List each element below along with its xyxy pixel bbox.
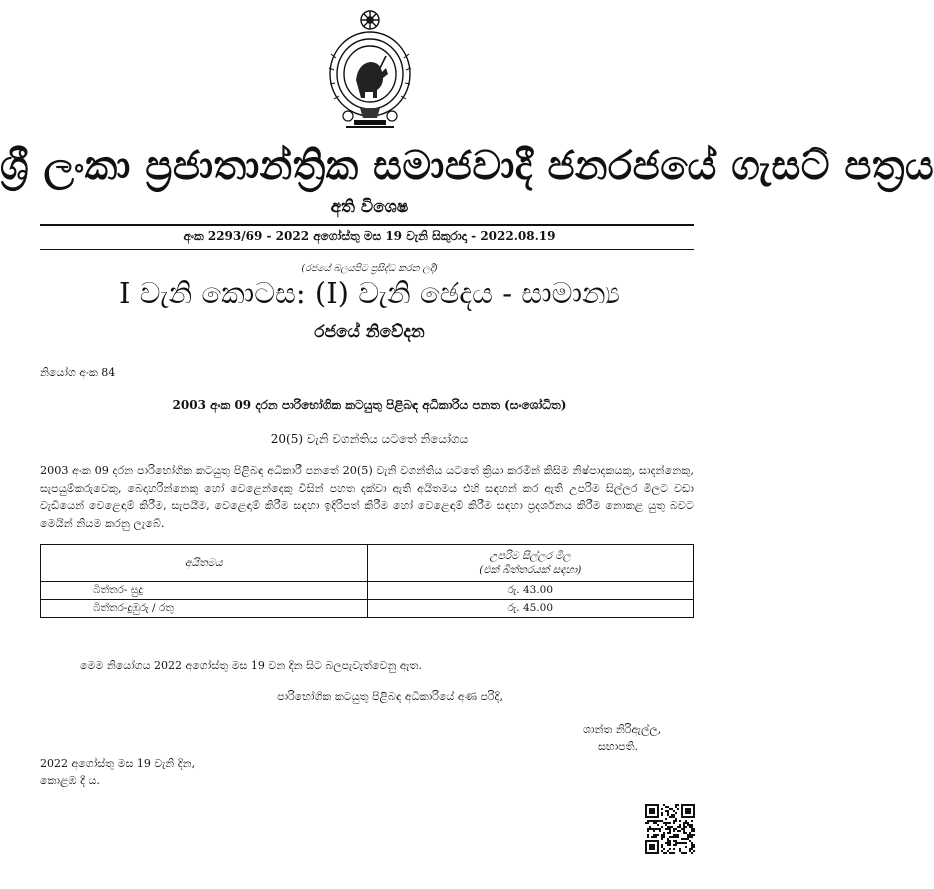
- act-title: 2003 අංක 09 දරන පාරිභෝගික කටයුතු පිළිබඳ අධිකාරිය පනත (සංශෝධිත): [172, 398, 567, 412]
- signatory-name: ශාන්ත නිරිඇල්ල,: [583, 723, 662, 736]
- state-emblem-icon: [326, 8, 414, 136]
- bottom-rule-divider: [40, 249, 694, 250]
- part-section-title: I වැනි කොටස: (I) වැනි ඡෙදය - සාමාන්‍ය: [118, 276, 620, 310]
- qr-code-icon: [645, 804, 695, 854]
- government-notices-heading: රජයේ නිවේදන: [314, 322, 425, 342]
- extraordinary-label: අති විශෙෂ: [330, 197, 409, 217]
- price-cell: රු. 43.00: [367, 582, 694, 600]
- issue-place-line: කොළඹ දී ය.: [40, 774, 100, 787]
- published-by-authority-note: (රජයේ බලයපිට ප්‍රසිද්ධ කරන ලදී): [301, 263, 438, 274]
- order-number: නියෝග අංක 84: [40, 366, 116, 379]
- issue-date-line: 2022 අගෝස්තු මස 19 වැනි දින,: [40, 757, 196, 770]
- price-header-subline: (එක් බිත්තරයක් සඳහා): [479, 564, 582, 576]
- price-header-line: උපරිම සිල්ලර මිල: [489, 550, 571, 562]
- section-reference: 20(5) වැනි වගන්තිය යටතේ නියෝගය: [270, 432, 469, 446]
- gazette-title: ශ්‍රී ලංකා ප්‍රජාතාන්ත්‍රික සමාජවාදී ජනරජයේ ගැසට් පත්‍රය: [0, 142, 934, 189]
- item-column-header: අයිතමය: [41, 545, 368, 582]
- table-row: [41, 600, 694, 618]
- top-rule-divider: [40, 224, 694, 226]
- price-column-header: [367, 545, 694, 582]
- signatory-title: සභාපති.: [598, 740, 639, 753]
- effective-date-line: මෙම නියෝගය 2022 අගෝස්තු මස 19 වන දින සිට බලපැවැත්වෙනු ඇත.: [80, 659, 422, 672]
- issue-number-line: අංක 2293/69 - 2022 අගෝස්තු මස 19 වැනි සිකුරාදා - 2022.08.19: [183, 229, 556, 243]
- item-cell: බිත්තර-දුඹුරු / රතු: [41, 600, 368, 618]
- maximum-retail-price-table: [40, 544, 694, 618]
- price-cell: රු. 45.00: [367, 600, 694, 618]
- table-header-row: [41, 545, 694, 582]
- table-row: [41, 582, 694, 600]
- order-body-paragraph: 2003 අංක 09 දරන පාරිභෝගික කටයුතු පිළිබඳ අධිකාරී පනතේ 20(5) වැනි වගන්තිය යටතේ ක්‍රියා කරමින් කිසිම නිෂ්පාදකයකු, සාදන්නෙකු, සැපයුම්කරුවෙකු, බෙදාහරින්නෙකු හෝ වෙළෙන්දෙකු විසින් පහත දක්වා ඇති අයිතමය එහි සඳහන් කර ඇති උපරිම සිල්ලර මිලට වඩා වැඩියෙන් වෙළෙඳාම් කිරීම, සැපයීම, වෙළෙඳාම් කිරීම සඳහා ඉදිරිපත් කිරීම හෝ වෙළෙඳාම් කිරීම සඳහා ප්‍රදර්ශනය කිරීම නොකළ යුතු බවට මෙයින් නියම කරනු ලැබේ.: [40, 464, 694, 530]
- by-order-line: පාරිභෝගික කටයුතු පිළිබඳ අධිකාරියේ අණ පරිදි,: [277, 690, 503, 703]
- item-cell: බිත්තර- සුදු: [41, 582, 368, 600]
